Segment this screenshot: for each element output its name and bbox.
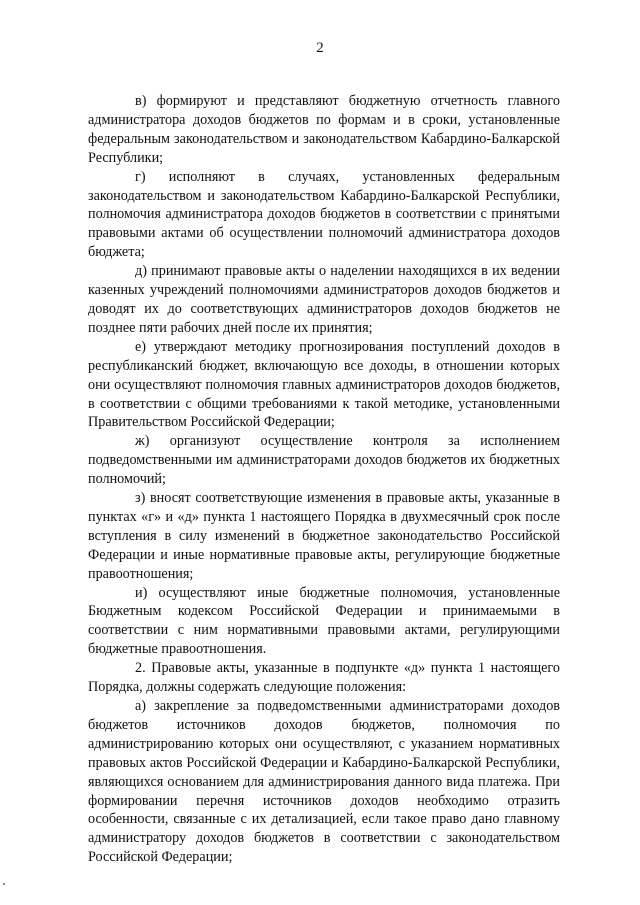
paragraph-z: з) вносят соответствующие изменения в правовые акты, указанные в пунктах «г» и «д» пункта 1 настоящего Порядка в двухмесячный срок после вступления в силу изменений в бюджетное законодательство Российской Федерации и иные нормативные правовые акты, регулирующие бюджетные правоотношения; [88, 490, 560, 582]
paragraph-a: а) закрепление за подведомственными администраторами доходов бюджетов источников доходов бюджетов, полномочия по администрированию которых они осуществляют, с указанием нормативных правовых актов Российской Федерации и Кабардино-Балкарской Республики, являющихся основанием для администрирования данного вида платежа. При формировании перечня источников доходов необходимо отразить особенности, связанные с их детализацией, если такое право дано главному администратору доходов бюджетов в соответствии с законодательством Российской Федерации; [88, 698, 560, 866]
paragraph-d: д) принимают правовые акты о наделении находящихся в их ведении казенных учреждений полномочиями администраторов доходов бюджетов и доводят их до соответствующих администраторов доходов бюджетов не позднее пяти рабочих дней после их принятия; [88, 263, 560, 336]
paragraph-i: и) осуществляют иные бюджетные полномочия, установленные Бюджетным кодексом Российской Федерации и принимаемыми в соответствии с ним нормативными правовыми актами, регулирующими бюджетные правоотношения. [88, 584, 560, 658]
page-number: 2 [316, 40, 324, 56]
document-body [88, 92, 560, 867]
paragraph-item-2: 2. Правовые акты, указанные в подпункте «д» пункта 1 настоящего Порядка, должны содержать следующие положения: [88, 660, 560, 696]
paragraph-e: е) утверждают методику прогнозирования поступлений доходов в республиканский бюджет, включающую все доходы, в отношении которых они осуществляют полномочия главных администраторов доходов бюджетов, в соответствии с общими требованиями к такой методике, установленными Правительством Российской Федерации; [88, 338, 560, 431]
scan-speck [3, 883, 5, 885]
paragraph-g: г) исполняют в случаях, установленных федеральным законодательством и законодательством Кабардино-Балкарской Республики, полномочия администратора доходов бюджетов в соответствии с принятыми правовыми актами об осуществлении полномочий администратора доходов бюджета; [88, 168, 560, 261]
paragraph-zh: ж) организуют осуществление контроля за исполнением подведомственными им администраторами доходов бюджетов их бюджетных полномочий; [88, 433, 560, 488]
paragraph-v: в) формируют и представляют бюджетную отчетность главного администратора доходов бюджетов по формам и в сроки, установленные федеральным законодательством и законодательством Кабардино-Балкарской Республики; [88, 93, 560, 166]
